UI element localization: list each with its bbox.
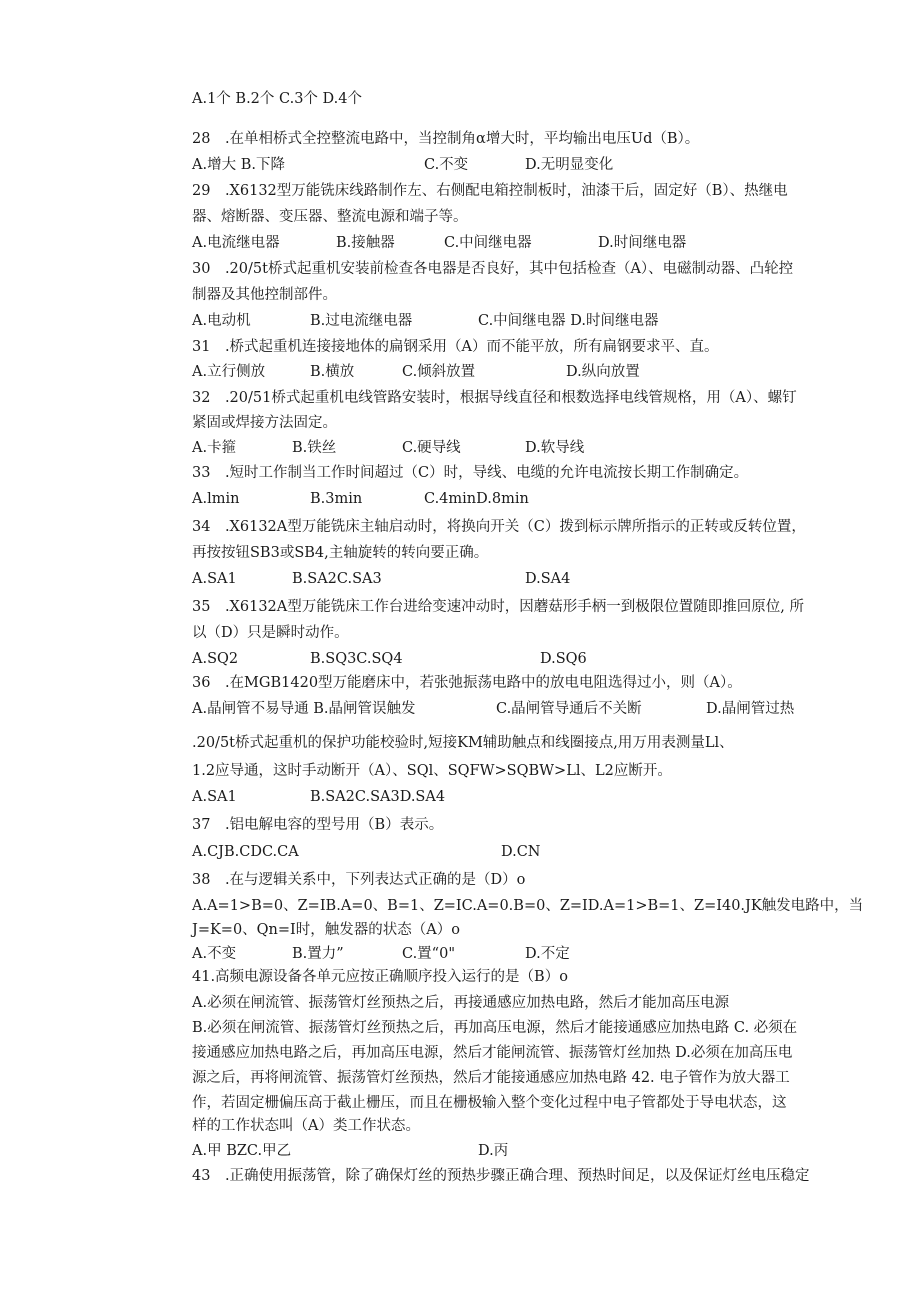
options-28 <box>192 155 842 175</box>
option: C.中间继电器 <box>444 235 532 251</box>
options-37 <box>192 842 842 862</box>
option: D.晶闸管过热 <box>706 701 795 717</box>
question-36: 36 .在MGB1420型万能磨床中，若张弛振荡电路中的放电电阻选得过小，则（A）。 <box>192 675 742 691</box>
option: B.接触器 <box>336 235 395 251</box>
option: B.SQ3C.SQ4 <box>310 651 403 667</box>
question-30-cont: 制器及其他控制部件。 <box>192 287 337 303</box>
option: A.不变 <box>192 946 237 962</box>
option: A.lmin <box>192 491 240 507</box>
question-38: 38 .在与逻辑关系中，下列表达式正确的是（D）o <box>192 872 526 888</box>
question-34-cont: 再按按钮SB3或SB4,主轴旋转的转向要正确。 <box>192 545 489 561</box>
options-42 <box>192 1141 842 1161</box>
option: B.横放 <box>310 364 355 380</box>
question-35: 35 .X6132A型万能铣床工作台进给变速冲动时，因蘑菇形手柄一到极限位置随即推回原位, 所 <box>192 599 804 615</box>
option: D.纵向放置 <box>566 364 640 380</box>
option: A.晶闸管不易导通 B.晶闸管误触发 <box>192 701 416 717</box>
options-34 <box>192 569 842 589</box>
option: A.卡箍 <box>192 440 237 456</box>
question-29: 29 .X6132型万能铣床线路制作左、右侧配电箱控制板时，油漆干后，固定好（B）、热继电 <box>192 183 788 199</box>
question-32: 32 .20/51桥式起重机电线管路安装时，根据导线直径和根数选择电线管规格，用（A）、螺钉 <box>192 390 797 406</box>
option: A.甲 BZC.甲乙 <box>192 1143 292 1159</box>
question-crane-check: .20/5t桥式起重机的保护功能校验时,短接KM辅助触点和线圈接点,用万用表测量Ll、 <box>192 735 734 751</box>
question-34: 34 .X6132A型万能铣床主轴启动时，将换向开关（C）拨到标示牌所指示的正转或反转位置， <box>192 519 806 535</box>
question-33: 33 .短时工作制当工作时间超过（C）时，导线、电缆的允许电流按长期工作制确定。 <box>192 465 749 481</box>
option-41a: A.必须在闸流管、振荡管灯丝预热之后，再接通感应加热电路，然后才能加高压电源 <box>192 995 730 1011</box>
option: C.4minD.8min <box>424 491 529 507</box>
option: D.不定 <box>525 946 570 962</box>
option: A.SQ2 <box>192 651 239 667</box>
question-28: 28 .在单相桥式全控整流电路中，当控制角α增大时，平均输出电压Ud（B）。 <box>192 131 700 147</box>
options-35 <box>192 649 842 669</box>
option: A.立行侧放 <box>192 364 266 380</box>
question-40: J=K=0、Qn=I时，触发器的状态（A）o <box>192 922 460 938</box>
option: A.SA1 <box>192 789 237 805</box>
option: A.CJB.CDC.CA <box>192 844 299 860</box>
options-crane-check <box>192 787 842 807</box>
question-30: 30 .20/5t桥式起重机安装前检查各电器是否良好，其中包括检查（A）、电磁制动器、凸轮控 <box>192 261 794 277</box>
option: B.置力” <box>292 946 344 962</box>
options-29 <box>192 233 842 253</box>
option: B.SA2C.SA3D.SA4 <box>310 789 446 805</box>
option: D.CN <box>501 844 541 860</box>
question-29-cont: 器、熔断器、变压器、整流电源和端子等。 <box>192 209 468 225</box>
option: D.软导线 <box>525 440 585 456</box>
option: C.晶闸管导通后不关断 <box>496 701 642 717</box>
options-40 <box>192 944 842 964</box>
question-38-options: A.A=1>B=0、Z=IB.A=0、B=1、Z=IC.A=0.B=0、Z=ID.A=1>B=1、Z=I40.JK触发电路中，当 <box>192 898 864 914</box>
option: B.SA2C.SA3 <box>292 571 382 587</box>
option: C.中间继电器 D.时间继电器 <box>478 313 659 329</box>
option: A.增大 B.下降 <box>192 157 285 173</box>
question-31: 31 .桥式起重机连接接地体的扁钢采用（A）而不能平放，所有扁钢要求平、直。 <box>192 339 719 355</box>
options-32 <box>192 438 842 458</box>
option: D.时间继电器 <box>598 235 687 251</box>
question-crane-check-cont: 1.2应导通，这时手动断开（A）、SQl、SQFW>SQBW>Ll、L2应断开。 <box>192 763 672 779</box>
question-42: 作，若固定栅偏压高于截止栅压，而且在栅极输入整个变化过程中电子管都处于导电状态，这 <box>192 1095 787 1111</box>
option: D.丙 <box>478 1143 509 1159</box>
options-30 <box>192 311 842 331</box>
question-41: 41.高频电源设备各单元应按正确顺序投入运行的是（B）o <box>192 969 568 985</box>
option: C.不变 <box>424 157 469 173</box>
option: B.3min <box>310 491 363 507</box>
question-42-cont: 样的工作状态叫（A）类工作状态。 <box>192 1118 420 1134</box>
option: D.无明显变化 <box>525 157 614 173</box>
options-36 <box>192 699 842 719</box>
options-31 <box>192 362 842 382</box>
option: B.铁丝 <box>292 440 337 456</box>
option: D.SA4 <box>525 571 571 587</box>
options-33 <box>192 489 842 509</box>
option: A.电流继电器 <box>192 235 280 251</box>
question-35-cont: 以（D）只是瞬时动作。 <box>192 625 349 641</box>
question-43: 43 .正确使用振荡管，除了确保灯丝的预热步骤正确合理、预热时间足，以及保证灯丝电压稳定 <box>192 1168 810 1184</box>
question-32-cont: 紧固或焊接方法固定。 <box>192 415 337 431</box>
option: C.硬导线 <box>402 440 461 456</box>
option: C.倾斜放置 <box>402 364 476 380</box>
option-41b: B.必须在闸流管、振荡管灯丝预热之后，再加高压电源，然后才能接通感应加热电路 C. 必须在 <box>192 1020 798 1036</box>
option-41d: 源之后，再将闸流管、振荡管灯丝预热，然后才能接通感应加热电路 42. 电子管作为放大器工 <box>192 1070 790 1086</box>
option-41c: 接通感应加热电路之后，再加高压电源，然后才能闸流管、振荡管灯丝加热 D.必须在加高压电 <box>192 1045 793 1061</box>
option: D.SQ6 <box>540 651 587 667</box>
options-line: A.1个 B.2个 C.3个 D.4个 <box>192 91 362 107</box>
option: C.置“0" <box>402 946 455 962</box>
question-37: 37 .铝电解电容的型号用（B）表示。 <box>192 817 444 833</box>
option: B.过电流继电器 <box>310 313 413 329</box>
option: A.电动机 <box>192 313 251 329</box>
option: A.SA1 <box>192 571 237 587</box>
